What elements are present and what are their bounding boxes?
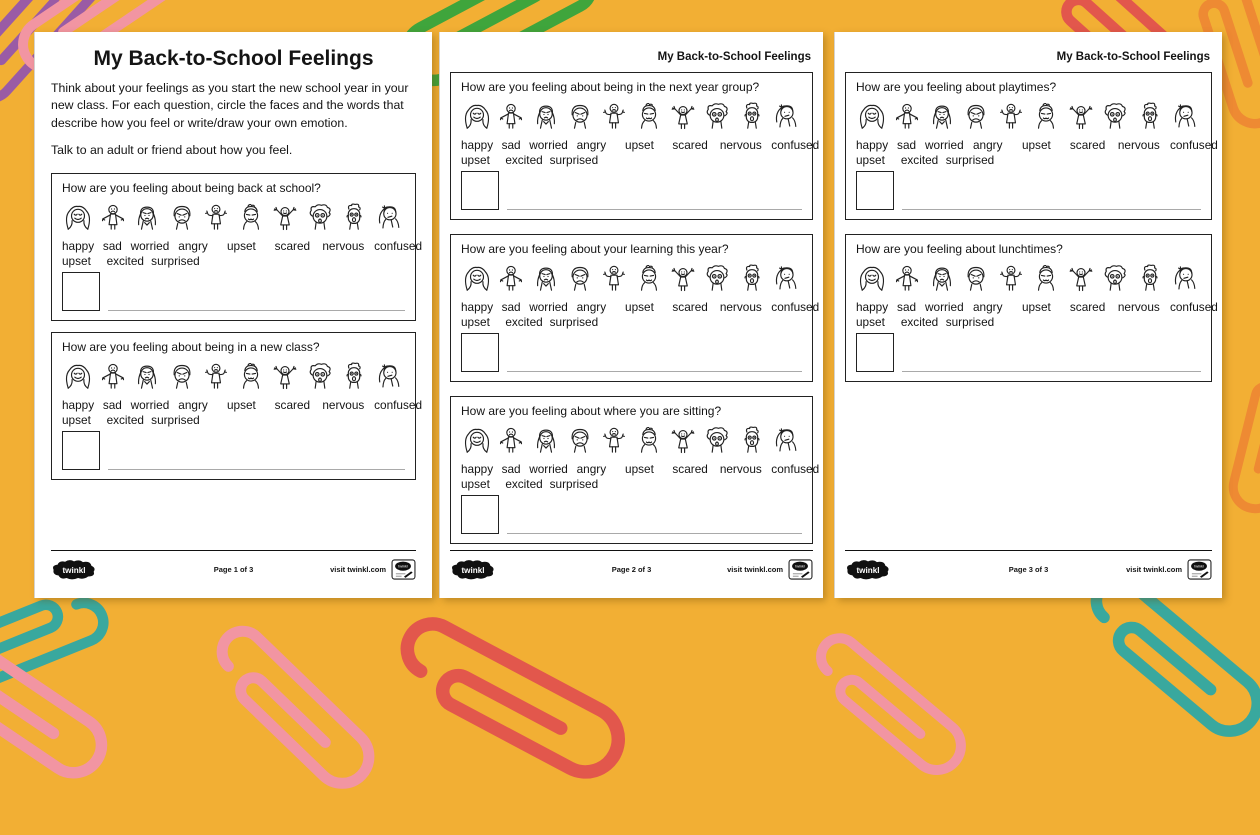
- face-angry-icon: [166, 360, 198, 395]
- worksheet-page-2: [440, 32, 823, 598]
- question-text: How are you feeling about playtimes?: [856, 80, 1057, 94]
- emotion-faces-row: [461, 422, 802, 459]
- emotion-label: upset: [625, 300, 654, 314]
- face-scared-icon: [235, 360, 267, 395]
- emotion-label: excited: [505, 153, 543, 167]
- answer-box: [62, 272, 100, 311]
- twinkl-stamp-icon: [788, 559, 813, 580]
- face-worried-icon: [530, 100, 562, 135]
- emotion-labels-row: [461, 315, 802, 330]
- visit-twinkl-link: visit twinkl.com: [727, 564, 783, 574]
- emotion-label: confused: [374, 397, 423, 412]
- face-sad-icon: [97, 201, 129, 236]
- face-sad-icon: [495, 100, 527, 135]
- footer-rule: [845, 550, 1212, 551]
- answer-line: [902, 209, 1201, 210]
- emotion-labels-row: [461, 153, 802, 168]
- answer-row: [461, 494, 802, 534]
- emotion-labels-row: [461, 138, 820, 153]
- emotion-label: upset: [461, 315, 490, 329]
- question-box: [845, 72, 1218, 220]
- page-footer: [845, 550, 1212, 582]
- emotion-label: upset: [856, 153, 885, 167]
- emotion-label: upset: [625, 462, 654, 476]
- face-surprised-icon: [736, 424, 768, 459]
- answer-row: [62, 430, 405, 470]
- emotion-label: worried: [130, 238, 170, 253]
- answer-box: [461, 333, 499, 372]
- face-happy-icon: [461, 424, 493, 459]
- face-excited-icon: [667, 262, 699, 297]
- emotion-label: surprised: [151, 253, 200, 268]
- emotion-label: nervous: [719, 300, 762, 314]
- face-confused-icon: [1169, 100, 1201, 135]
- face-happy-icon: [856, 100, 888, 135]
- intro-paragraph: Think about your feelings as you start the new school year in your new class. For each question, circle the faces and the words that describe how you feel or write/draw your own emotion.: [51, 81, 409, 130]
- emotion-labels-row: [856, 153, 1201, 168]
- question-list: [845, 72, 1218, 382]
- page-footer: [51, 550, 416, 582]
- paperclip-icon: [788, 602, 1016, 816]
- face-surprised-icon: [736, 100, 768, 135]
- emotion-label: excited: [505, 477, 543, 491]
- emotion-label: scared: [1069, 300, 1106, 314]
- emotion-label: sad: [897, 138, 917, 152]
- emotion-label: nervous: [719, 462, 762, 476]
- face-excited-icon: [269, 201, 301, 236]
- emotion-label: angry: [576, 300, 607, 314]
- face-upset-icon: [598, 100, 630, 135]
- face-happy-icon: [62, 360, 94, 395]
- answer-row: [856, 332, 1201, 372]
- emotion-labels-row: [461, 462, 820, 477]
- emotion-faces-row: [856, 98, 1201, 135]
- face-scared-icon: [633, 262, 665, 297]
- question-list: [450, 72, 820, 544]
- face-excited-icon: [1065, 262, 1097, 297]
- emotion-label: happy: [461, 462, 494, 476]
- emotion-label: upset: [856, 315, 885, 329]
- emotion-labels-row: [62, 397, 423, 413]
- question-box: [450, 396, 820, 544]
- face-nervous-icon: [304, 201, 336, 236]
- page-footer: [450, 550, 813, 582]
- svg-text:twinkl: twinkl: [795, 564, 805, 569]
- question-box: [450, 72, 820, 220]
- emotion-label: sad: [102, 397, 122, 412]
- emotion-faces-row: [461, 98, 802, 135]
- emotion-label: upset: [1021, 300, 1051, 314]
- question-text: How are you feeling about being in a new class?: [62, 339, 320, 354]
- emotion-label: worried: [130, 397, 170, 412]
- face-sad-icon: [495, 262, 527, 297]
- emotion-label: upset: [226, 397, 256, 412]
- face-confused-icon: [770, 424, 802, 459]
- answer-row: [62, 271, 405, 311]
- face-surprised-icon: [736, 262, 768, 297]
- face-excited-icon: [269, 360, 301, 395]
- emotion-label: scared: [672, 300, 708, 314]
- emotion-label: surprised: [151, 412, 200, 427]
- emotion-labels-row: [856, 315, 1201, 330]
- page-number: Page 3 of 3: [1008, 564, 1049, 574]
- emotion-label: nervous: [719, 138, 762, 152]
- emotion-label: scared: [672, 138, 708, 152]
- svg-text:twinkl: twinkl: [398, 564, 408, 569]
- emotion-label: worried: [529, 462, 568, 476]
- page-header-title: My Back-to-School Feelings: [1056, 51, 1210, 63]
- answer-line: [108, 310, 405, 311]
- svg-text:twinkl: twinkl: [461, 565, 485, 575]
- emotion-label: happy: [856, 300, 889, 314]
- emotion-label: scared: [672, 462, 708, 476]
- talk-line: Talk to an adult or friend about how you feel.: [51, 143, 293, 158]
- emotion-label: angry: [576, 138, 607, 152]
- face-nervous-icon: [701, 424, 733, 459]
- question-box: [845, 234, 1218, 382]
- emotion-label: upset: [1021, 138, 1051, 152]
- twinkl-stamp-icon: [391, 559, 416, 580]
- emotion-label: worried: [925, 300, 964, 314]
- face-angry-icon: [564, 262, 596, 297]
- face-scared-icon: [235, 201, 267, 236]
- emotion-label: angry: [972, 138, 1003, 152]
- question-text: How are you feeling about lunchtimes?: [856, 242, 1063, 256]
- question-text: How are you feeling about being in the next year group?: [461, 80, 760, 94]
- emotion-label: surprised: [945, 315, 995, 329]
- emotion-label: excited: [505, 315, 543, 329]
- face-upset-icon: [200, 360, 232, 395]
- emotion-label: happy: [856, 138, 889, 152]
- emotion-label: sad: [501, 462, 521, 476]
- answer-line: [902, 371, 1201, 372]
- face-worried-icon: [530, 424, 562, 459]
- emotion-label: worried: [529, 300, 568, 314]
- face-nervous-icon: [701, 262, 733, 297]
- worksheet-page-3: [835, 32, 1222, 598]
- question-text: How are you feeling about where you are sitting?: [461, 404, 722, 418]
- emotion-labels-row: [856, 300, 1218, 315]
- face-worried-icon: [131, 201, 163, 236]
- emotion-labels-row: [461, 477, 802, 492]
- svg-text:twinkl: twinkl: [856, 565, 880, 575]
- paperclip-icon: [370, 573, 689, 828]
- emotion-label: upset: [625, 138, 654, 152]
- face-scared-icon: [633, 100, 665, 135]
- page-number: Page 1 of 3: [213, 564, 254, 574]
- face-angry-icon: [960, 100, 992, 135]
- worksheet-title: My Back-to-School Feelings: [93, 47, 374, 70]
- emotion-label: upset: [461, 153, 490, 167]
- visit-twinkl-link: visit twinkl.com: [330, 564, 386, 574]
- face-confused-icon: [373, 360, 405, 395]
- emotion-label: happy: [461, 138, 494, 152]
- page-number: Page 2 of 3: [611, 564, 652, 574]
- question-box: [51, 332, 423, 480]
- face-sad-icon: [97, 360, 129, 395]
- face-excited-icon: [1065, 100, 1097, 135]
- question-box: [51, 173, 423, 321]
- face-angry-icon: [564, 100, 596, 135]
- twinkl-logo: [845, 558, 891, 581]
- face-confused-icon: [1169, 262, 1201, 297]
- emotion-label: worried: [529, 138, 568, 152]
- emotion-faces-row: [62, 199, 405, 236]
- page-header-title: My Back-to-School Feelings: [657, 51, 811, 63]
- face-angry-icon: [960, 262, 992, 297]
- face-nervous-icon: [701, 100, 733, 135]
- face-surprised-icon: [338, 360, 370, 395]
- face-happy-icon: [461, 100, 493, 135]
- emotion-label: nervous: [1117, 300, 1160, 314]
- emotion-label: angry: [972, 300, 1003, 314]
- face-nervous-icon: [304, 360, 336, 395]
- answer-box: [62, 431, 100, 470]
- face-scared-icon: [1030, 100, 1062, 135]
- emotion-label: confused: [374, 238, 423, 253]
- face-surprised-icon: [1134, 262, 1166, 297]
- face-sad-icon: [495, 424, 527, 459]
- emotion-label: excited: [106, 253, 144, 268]
- face-upset-icon: [995, 262, 1027, 297]
- face-worried-icon: [926, 262, 958, 297]
- emotion-label: sad: [897, 300, 917, 314]
- answer-line: [507, 371, 802, 372]
- question-text: How are you feeling about being back at school?: [62, 180, 321, 195]
- emotion-labels-row: [62, 254, 405, 269]
- twinkl-logo: [51, 558, 97, 581]
- emotion-label: excited: [106, 412, 144, 427]
- emotion-label: surprised: [549, 477, 599, 491]
- svg-text:twinkl: twinkl: [62, 565, 86, 575]
- emotion-label: nervous: [1117, 138, 1160, 152]
- face-worried-icon: [530, 262, 562, 297]
- emotion-label: upset: [62, 253, 91, 268]
- face-upset-icon: [200, 201, 232, 236]
- question-text: How are you feeling about your learning this year?: [461, 242, 729, 256]
- face-surprised-icon: [1134, 100, 1166, 135]
- footer-rule: [450, 550, 813, 551]
- face-sad-icon: [891, 262, 923, 297]
- face-upset-icon: [598, 262, 630, 297]
- face-upset-icon: [598, 424, 630, 459]
- emotion-labels-row: [62, 238, 423, 254]
- emotion-label: excited: [900, 153, 939, 167]
- answer-row: [461, 170, 802, 210]
- emotion-labels-row: [461, 300, 820, 315]
- emotion-label: excited: [900, 315, 939, 329]
- emotion-label: surprised: [945, 153, 995, 167]
- answer-line: [507, 209, 802, 210]
- emotion-label: surprised: [549, 315, 599, 329]
- emotion-label: scared: [1069, 138, 1106, 152]
- face-angry-icon: [166, 201, 198, 236]
- answer-line: [108, 469, 405, 470]
- emotion-label: upset: [62, 412, 91, 427]
- answer-row: [856, 170, 1201, 210]
- face-nervous-icon: [1099, 100, 1131, 135]
- footer-rule: [51, 550, 416, 551]
- emotion-label: angry: [576, 462, 607, 476]
- face-sad-icon: [891, 100, 923, 135]
- answer-box: [461, 495, 499, 534]
- emotion-label: upset: [461, 477, 490, 491]
- twinkl-logo: [450, 558, 496, 581]
- answer-box: [856, 333, 894, 372]
- emotion-label: scared: [274, 238, 311, 253]
- face-nervous-icon: [1099, 262, 1131, 297]
- answer-box: [461, 171, 499, 210]
- answer-row: [461, 332, 802, 372]
- face-upset-icon: [995, 100, 1027, 135]
- face-worried-icon: [131, 360, 163, 395]
- emotion-labels-row: [856, 138, 1218, 153]
- paperclip-icon: [184, 592, 430, 835]
- face-happy-icon: [461, 262, 493, 297]
- face-happy-icon: [856, 262, 888, 297]
- emotion-faces-row: [62, 358, 405, 395]
- face-confused-icon: [770, 100, 802, 135]
- face-scared-icon: [1030, 262, 1062, 297]
- emotion-label: sad: [102, 238, 122, 253]
- emotion-faces-row: [461, 260, 802, 297]
- face-confused-icon: [770, 262, 802, 297]
- emotion-label: confused: [771, 138, 820, 152]
- emotion-label: upset: [226, 238, 256, 253]
- emotion-label: angry: [178, 397, 208, 412]
- twinkl-stamp-icon: [1187, 559, 1212, 580]
- emotion-label: happy: [62, 238, 95, 253]
- emotion-label: confused: [771, 462, 820, 476]
- face-confused-icon: [373, 201, 405, 236]
- emotion-label: surprised: [549, 153, 599, 167]
- emotion-label: confused: [1169, 138, 1218, 152]
- worksheet-page-1: [35, 32, 432, 598]
- face-worried-icon: [926, 100, 958, 135]
- emotion-label: happy: [62, 397, 95, 412]
- emotion-label: scared: [274, 397, 311, 412]
- emotion-label: nervous: [322, 397, 365, 412]
- question-list: [51, 173, 423, 480]
- emotion-label: sad: [501, 300, 521, 314]
- face-happy-icon: [62, 201, 94, 236]
- emotion-label: sad: [501, 138, 521, 152]
- emotion-label: nervous: [322, 238, 365, 253]
- face-scared-icon: [633, 424, 665, 459]
- answer-line: [507, 533, 802, 534]
- face-excited-icon: [667, 424, 699, 459]
- face-angry-icon: [564, 424, 596, 459]
- emotion-label: confused: [771, 300, 820, 314]
- emotion-label: happy: [461, 300, 494, 314]
- emotion-label: confused: [1169, 300, 1218, 314]
- emotion-label: angry: [178, 238, 208, 253]
- answer-box: [856, 171, 894, 210]
- emotion-faces-row: [856, 260, 1201, 297]
- question-box: [450, 234, 820, 382]
- visit-twinkl-link: visit twinkl.com: [1126, 564, 1182, 574]
- face-surprised-icon: [338, 201, 370, 236]
- emotion-labels-row: [62, 413, 405, 428]
- emotion-label: worried: [925, 138, 964, 152]
- svg-text:twinkl: twinkl: [1194, 564, 1204, 569]
- face-excited-icon: [667, 100, 699, 135]
